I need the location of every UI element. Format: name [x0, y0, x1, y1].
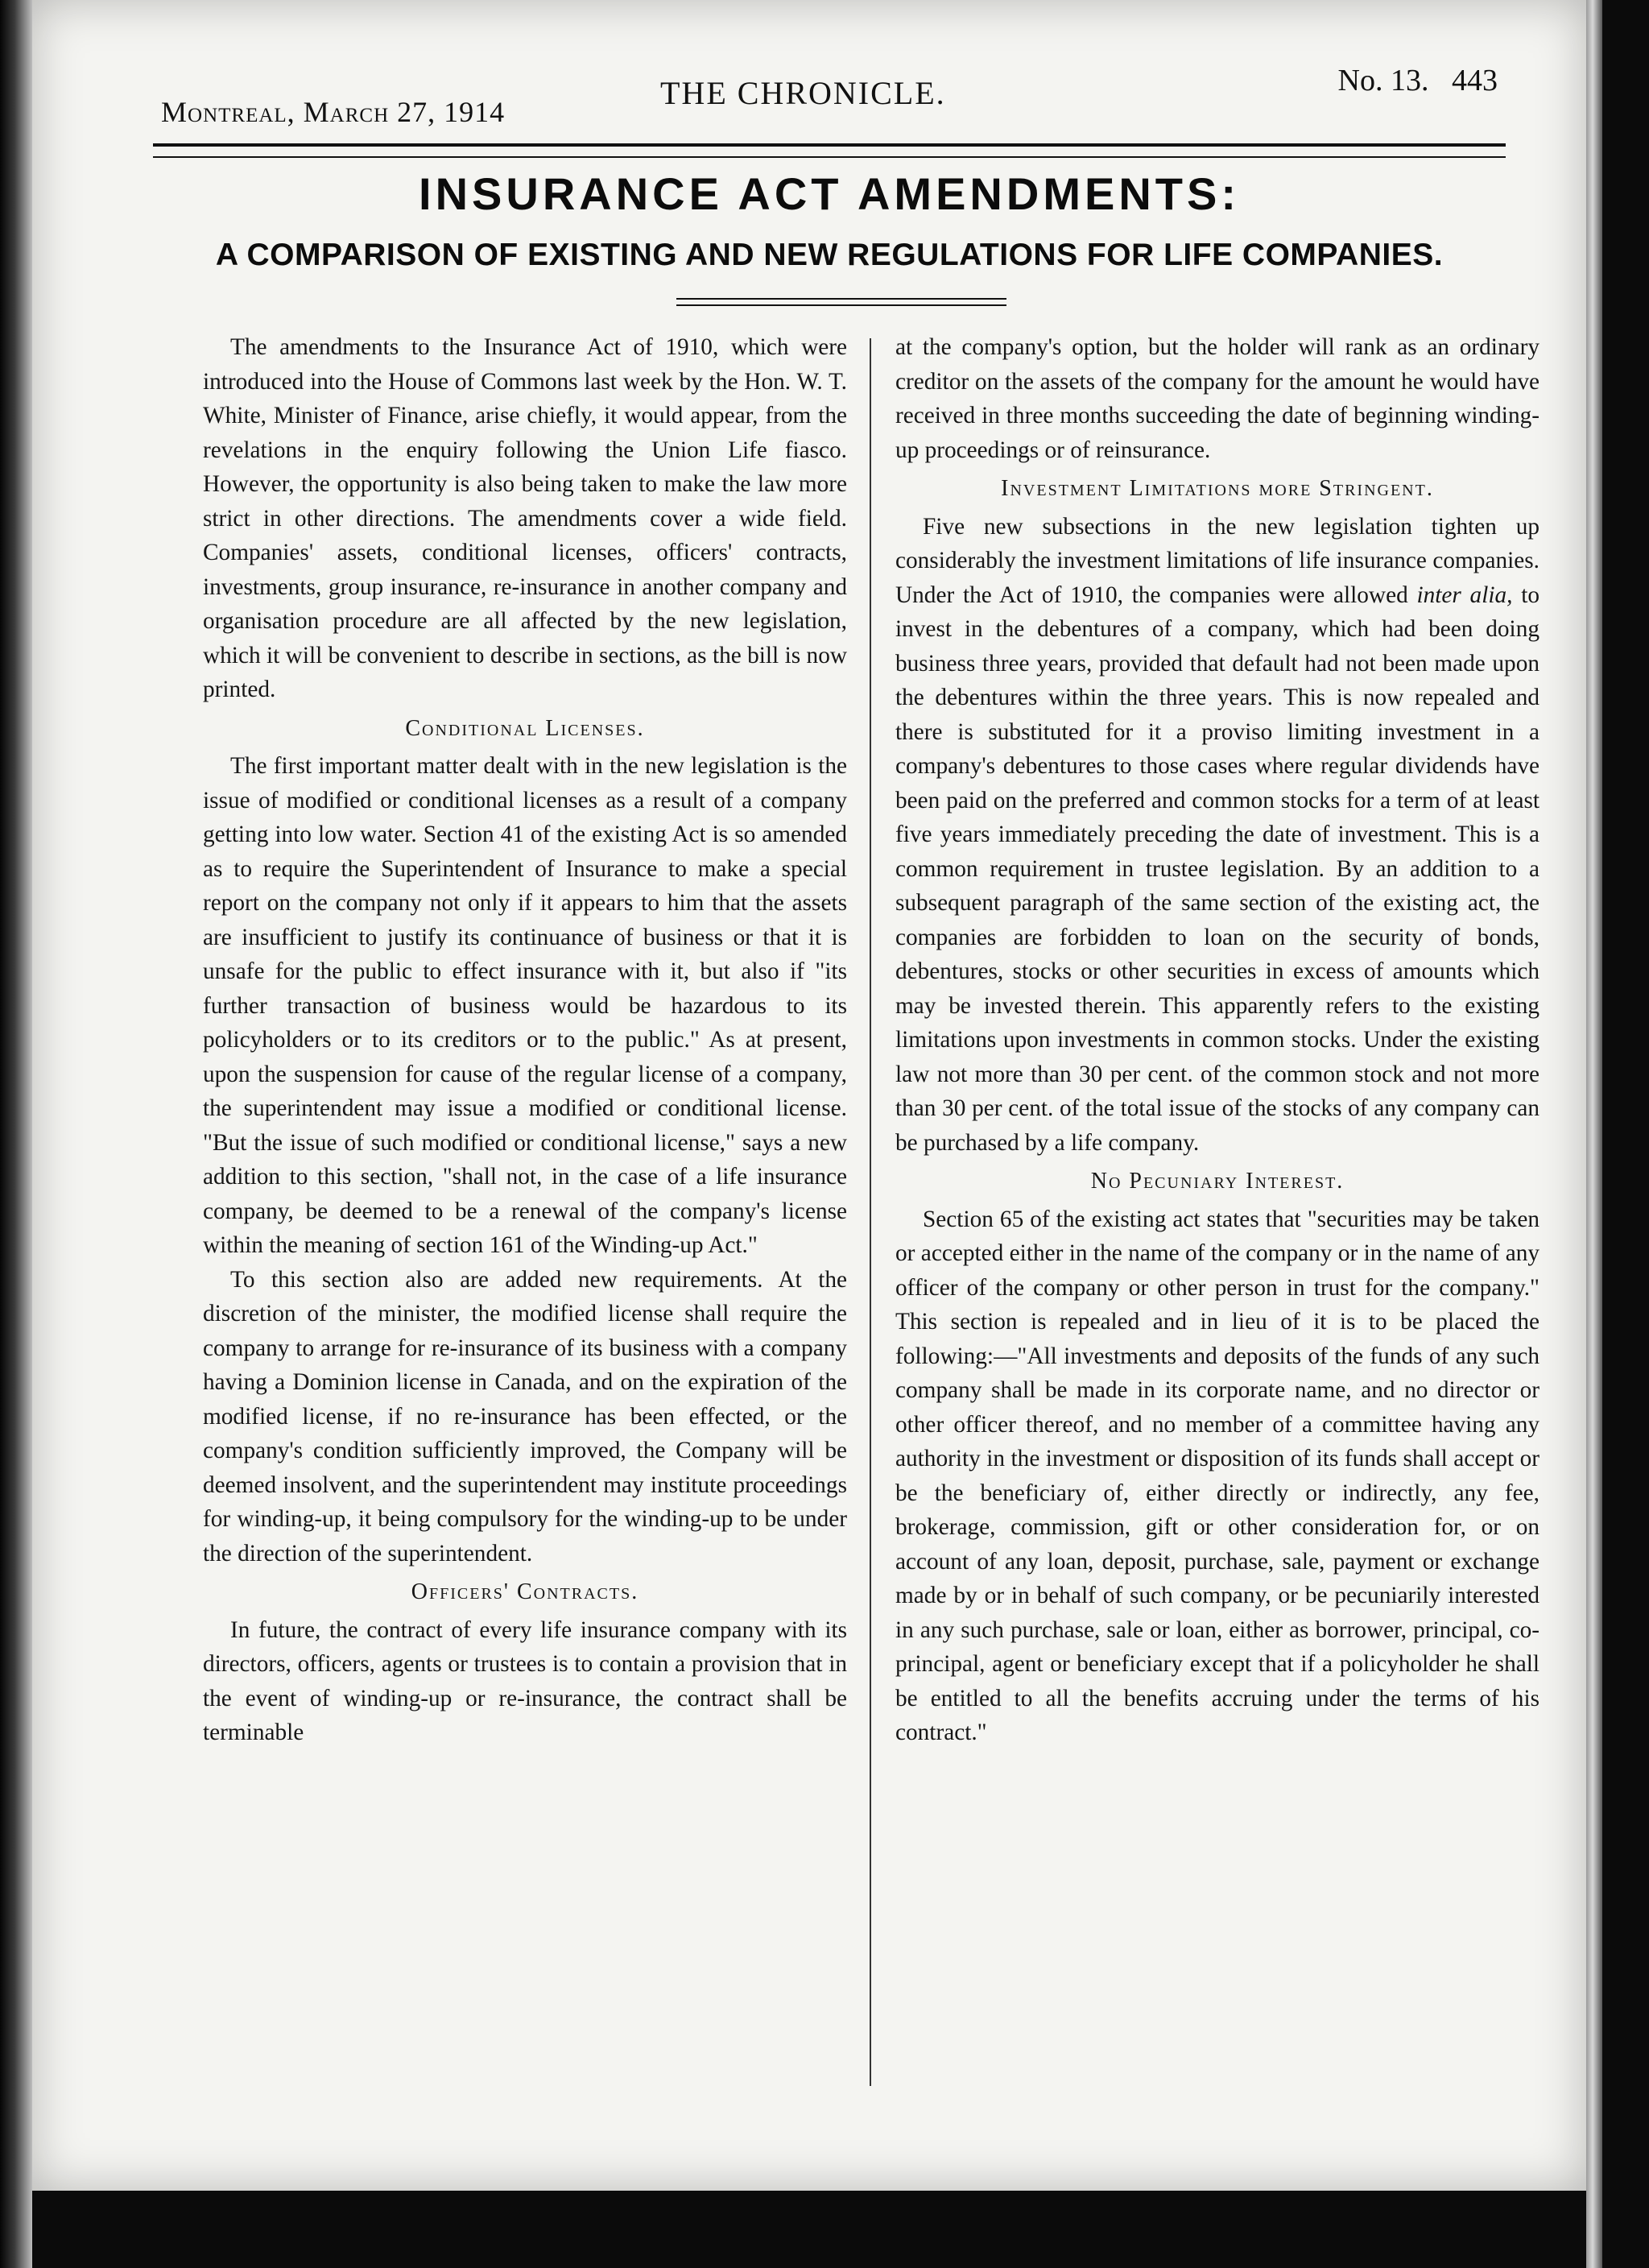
header-rule	[153, 143, 1506, 158]
section-heading-no-pecuniary-interest: No Pecuniary Interest.	[1090, 1169, 1345, 1194]
dateline: Montreal, March 27, 1914	[161, 96, 506, 128]
section-heading-investment-limitations: Investment Limitations more Stringent.	[1001, 476, 1434, 501]
article-headline	[153, 161, 1506, 273]
title-divider	[676, 298, 1006, 306]
section-heading-conditional-licenses: Conditional Licenses.	[405, 715, 645, 741]
paragraph-new-requirements: To this section also are added new requirements. At the discretion of the minister, the modified license shall require the company to arrange for re-insurance of its business with a company having a Dominion license in Canada, and on the expiration of the modified license, if no re-insurance has been effected, or the company's condition sufficiently improved, the Company will be deemed insolvent, and the superintendent may institute proceedings for winding-up, it being compulsory for the winding-up to be under the direction of the superintendent.	[203, 1266, 847, 1566]
paragraph-officers-contracts-continued: at the company's option, but the holder will rank as an ordinary creditor on the assets of the company for the amount he would have received in three months succeeding the date of beginning winding-up proceedings or of reinsurance.	[895, 334, 1539, 463]
journal-title: THE CHRONICLE.	[660, 75, 946, 111]
paragraph-conditional-licenses: The first important matter dealt with in the new legislation is the issue of modified or conditional licenses as a result of a company getting into low water. Section 41 of the existing Act is so amended as to require the Superintendent of Insurance to make a special report on the company not only if it appears to him that the assets are insufficient to justify its continuance of business or that it is unsafe for the public to effect insurance with it, but also if "its further transaction of business would be hazardous to its policyholders or to its creditors or to the public." As at present, upon the suspension for cause of the regular license of a company, the superintendent may issue a modified or conditional license. "But the issue of such modified or conditional license," says a new addition to this section, "shall not, in the case of a life insurance company, be deemed to be a renewal of the company's license within the meaning of section 161 of the Winding-up Act."	[203, 753, 847, 1258]
paragraph-intro: The amendments to the Insurance Act of 1910, which were introduced into the House of Commons last week by the Hon. W. T. White, Minister of Finance, arise chiefly, it would appear, from the revelations in the enquiry following the Union Life fiasco. However, the opportunity is also being taken to make the law more strict in other directions. The amendments cover a wide field. Companies' assets, conditional licenses, officers' contracts, investments, group insurance, re-insurance in another company and organisation procedure are all affected by the new legislation, which it will be convenient to describe in sections, as the bill is now printed.	[203, 334, 847, 702]
right-column	[895, 330, 1539, 1750]
left-column	[203, 330, 847, 1750]
running-head	[161, 63, 1498, 135]
article-subtitle: A COMPARISON OF EXISTING AND NEW REGULATIONS FOR LIFE COMPANIES.	[215, 238, 1444, 272]
paragraph-no-pecuniary-interest: Section 65 of the existing act states that "securities may be taken or accepted either in the name of the company or in the name of any officer of the company or other person in trust for the company." This section is repealed and in lieu of it is to be placed the following:—"All investments and deposits of the funds of any such company shall be made in its corporate name, and no director or other officer thereof, and no member of a committee having any authority in the investment or disposition of its funds shall accept or be the beneficiary of, either directly or indirectly, any fee, brokerage, commission, gift or other consideration for, or on account of any loan, deposit, purchase, sale, payment or exchange made by or in behalf of such company, or be pecuniarily interested in any such purchase, sale or loan, either as borrower, principal, co-principal, agent or beneficiary except that if a policyholder he shall be entitled to all the benefits accruing under the terms of his contract."	[895, 1206, 1539, 1745]
latin-phrase: inter alia,	[1416, 581, 1513, 608]
column-divider	[870, 338, 871, 2086]
article-title: INSURANCE ACT AMENDMENTS:	[419, 168, 1240, 219]
page-edge-shadow	[1586, 0, 1602, 2268]
book-binding-shadow	[0, 0, 32, 2268]
paragraph-officers-contracts: In future, the contract of every life insurance company with its directors, officers, agents or trustees is to contain a provision that in the event of winding-up or re-insurance, the contract shall be terminable	[203, 1616, 847, 1745]
text-segment: to invest in the debentures of a company, which had been doing business three years, provided that default had not been made upon the debentures within the three years. This is now repealed and there is substituted for it a proviso limiting investment in a company's debentures to those cases where regular dividends have been paid on the preferred and common stocks for a term of at least five years immediately preceding the date of investment. This is a common requirement in trustee legislation. By an addition to a subsequent paragraph of the same section of the existing act, the companies are forbidden to loan on the security of bonds, debentures, stocks or other securities in excess of amounts which may be invested therein. This apparently refers to the existing limitations upon investments in common stocks. Under the existing law not more than 30 per cent. of the common stock and not more than 30 per cent. of the total issue of the stocks of any company can be purchased by a life company.	[895, 581, 1539, 1156]
issue-page-number: No. 13. 443	[1337, 64, 1498, 97]
paragraph-investment-limitations	[895, 510, 1539, 1161]
text-segment: Five new subsections in the new legislation tighten up considerably the investment limitations of life insurance companies. Under the Act of 1910, the companies were allowed	[895, 513, 1539, 608]
section-heading-officers-contracts: Officers' Contracts.	[411, 1579, 639, 1604]
newspaper-page	[32, 0, 1586, 2191]
